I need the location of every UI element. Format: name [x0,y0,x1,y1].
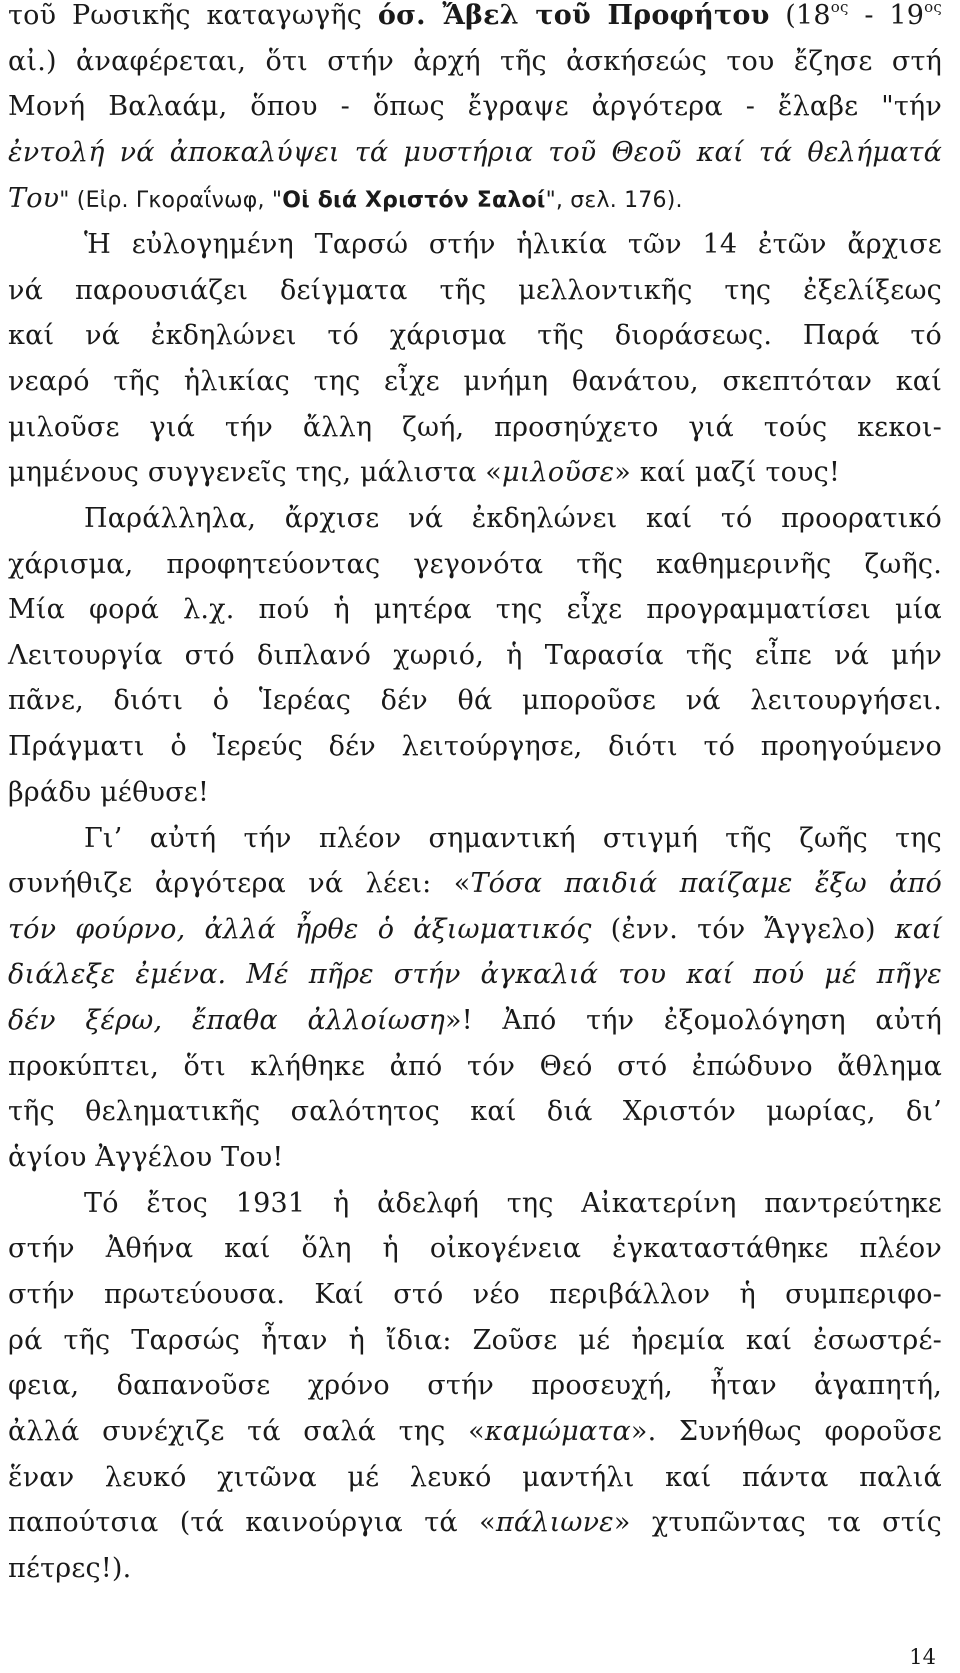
text-line: Γι’ αὐτή τήν πλέον σημαντική στιγμή τῆς ζωῆς της [84,823,942,854]
text-line: καί νά ἐκδηλώνει τό χάρισμα τῆς διοράσεως. Παρά τό [8,320,942,351]
text-line: τῆς θεληματικῆς σαλότητος καί διά Χριστόν μωρίας, δι’ [8,1096,942,1127]
text-line: Μία φορά λ.χ. πού ἡ μητέρα της εἶχε προγραμματίσει μία [8,594,942,625]
text-line: νά παρουσιάζει δείγματα τῆς μελλοντικῆς της ἐξελίξεως [8,275,942,306]
text-line: ἀλλά συνέχιζε τά σαλά της «καμώματα». Συνήθως φοροῦσε [8,1416,942,1447]
text-line: Πράγματι ὁ Ἱερεύς δέν λειτούργησε, διότι τό προηγούμενο [8,731,942,762]
text-line: μιλοῦσε γιά τήν ἄλλη ζωή, προσηύχετο γιά τούς κεκοι- [8,412,942,443]
text-line: Τό ἔτος 1931 ἡ ἀδελφή της Αἰκατερίνη παντρεύτηκε [84,1188,942,1219]
text-line: τόν φούρνο, ἀλλά ἦρθε ὁ ἀξιωματικός (ἐνν. τόν Ἄγγελο) καί [8,914,942,945]
text-line: παπούτσια (τά καινούργια τά «πάλιωνε» χτυπῶντας τα στίς [8,1507,942,1538]
text-line: Παράλληλα, ἄρχισε νά ἐκδηλώνει καί τό προορατικό [84,503,942,534]
text-line: βράδυ μέθυσε! [8,777,210,808]
text-line: ἐντολή νά ἀποκαλύψει τά μυστήρια τοῦ Θεοῦ καί τά θελήματά [8,137,942,168]
saint-name: όσ. Ἄβελ τοῦ Προφήτου [377,0,770,31]
text-line: προκύπτει, ὅτι κλήθηκε ἀπό τόν Θεό στό ἐπώδυνο ἄθλημα [8,1051,942,1082]
text-line: Μονή Βαλαάμ, ὅπου - ὅπως ἔγραψε ἀργότερα - ἔλαβε "τήν [8,91,942,122]
text-line: συνήθιζε ἀργότερα νά λέει: «Τόσα παιδιά παίζαμε ἔξω ἀπό [8,868,943,899]
text-line: Ἡ εὐλογημένη Ταρσώ στήν ἡλικία τῶν 14 ἐτῶν ἄρχισε [84,229,942,260]
text-line: Λειτουργία στό διπλανό χωριό, ἡ Ταρασία τῆς εἶπε νά μήν [8,640,942,671]
text-line: νεαρό τῆς ἡλικίας της εἶχε μνήμη θανάτου, σκεπτόταν καί [8,366,942,397]
text-line: στήν Ἀθήνα καί ὅλη ἡ οἰκογένεια ἐγκαταστάθηκε πλέον [8,1233,942,1264]
text-line: ἕναν λευκό χιτῶνα μέ λευκό μαντήλι καί πάντα παλιά [8,1462,942,1493]
text-line: διάλεξε ἐμένα. Μέ πῆρε στήν ἀγκαλιά του καί πού μέ πῆγε [8,959,942,990]
text-line: ρά τῆς Ταρσώς ἦταν ἡ ἴδια: Ζοῦσε μέ ἠρεμία καί ἐσωστρέ- [8,1325,942,1356]
text-line: χάρισμα, προφητεύοντας γεγονότα τῆς καθημερινῆς ζωῆς. [8,549,942,580]
text-line: Του" (Εἰρ. Γκοραΐνωφ, "Οἱ διά Χριστόν Σαλοί", σελ. 176). [8,183,683,214]
text-line: ἁγίου Ἀγγέλου Του! [8,1142,284,1173]
text-line: πᾶνε, διότι ὁ Ἱερέας δέν θά μποροῦσε νά λειτουργήσει. [8,685,942,716]
text-line: αἰ.) ἀναφέρεται, ὅτι στήν ἀρχή τῆς ἀσκήσεώς του ἔζησε στή [8,46,942,77]
text-line: στήν πρωτεύουσα. Καί στό νέο περιβάλλον ἡ συμπεριφο- [8,1279,942,1310]
book-title: Οἱ διά Χριστόν Σαλοί [282,188,546,213]
text-line: μημένους συγγενεῖς της, μάλιστα «μιλοῦσε» καί μαζί τους! [8,457,841,488]
page-number: 14 [909,1645,936,1669]
text-line: τοῦ Ρωσικῆς καταγωγῆς όσ. Ἄβελ τοῦ Προφήτου ($18^{o\varsigma} - 19^{o\varsigma}$ [8,0,942,31]
text-line: δέν ξέρω, ἔπαθα ἀλλοίωση»! Ἀπό τήν ἐξομολόγηση αὐτή [8,1005,942,1036]
text-line: πέτρες!). [8,1553,132,1584]
text-line: φεια, δαπανοῦσε χρόνο στήν προσευχή, ἦταν ἀγαπητή, [8,1370,942,1401]
